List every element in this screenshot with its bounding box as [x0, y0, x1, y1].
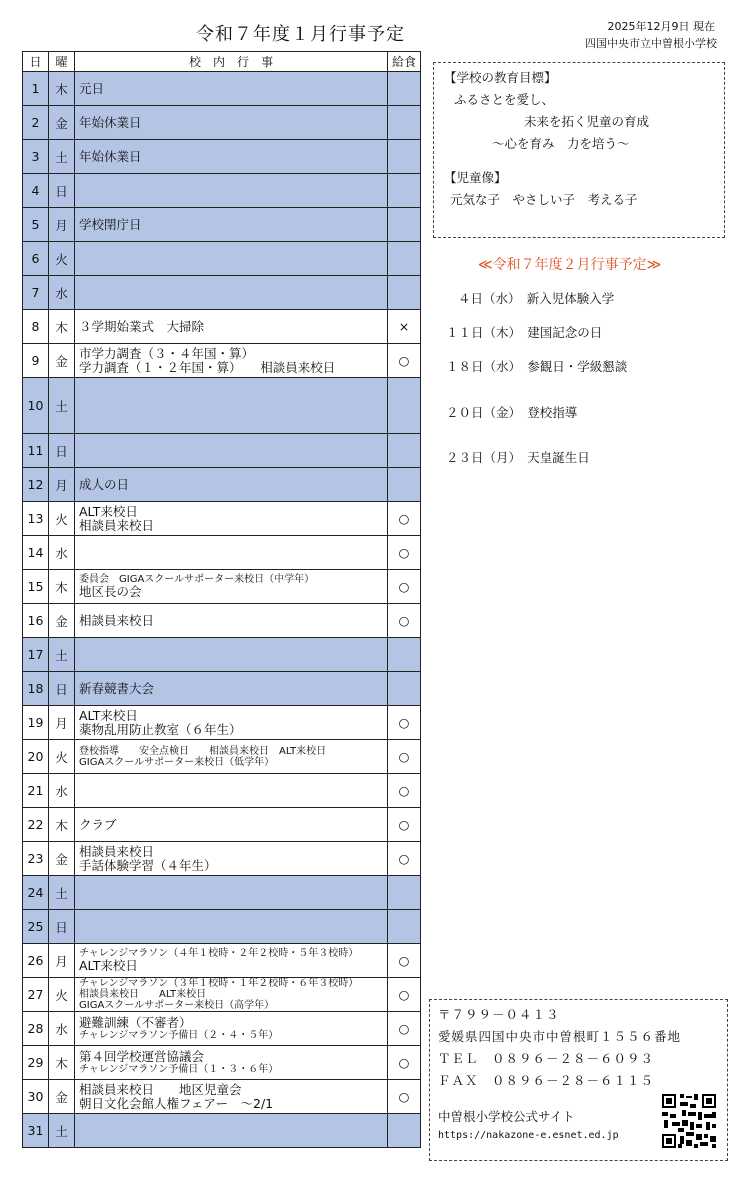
event-cell: [75, 1012, 388, 1046]
header-weekday: 曜: [49, 52, 75, 72]
table-row: [23, 638, 421, 672]
table-row: [23, 536, 421, 570]
lunch-cell: [388, 910, 421, 944]
event-cell: [75, 1080, 388, 1114]
street-address: 愛媛県四国中央市中曽根町１５５６番地: [438, 1029, 682, 1044]
event-cell: [75, 842, 388, 876]
weekday-cell: 水: [49, 276, 75, 310]
event-cell: [75, 502, 388, 536]
goals-line-2: 未来を拓く児童の育成: [524, 114, 650, 129]
february-item: １８日（水） 参観日・学級懇談: [446, 359, 628, 374]
site-url[interactable]: https://nakazone-e.esnet.ed.jp: [438, 1130, 619, 1141]
lunch-cell: ○: [388, 842, 421, 876]
event-line: チャレンジマラソン予備日（２・４・５年）: [79, 1029, 279, 1041]
table-row: [23, 276, 421, 310]
postal-code: 〒７９９－０４１３: [438, 1007, 560, 1022]
weekday-cell: 日: [49, 174, 75, 208]
schedule-header: [23, 52, 421, 72]
weekday-cell: 金: [49, 106, 75, 140]
table-row: [23, 106, 421, 140]
event-line: 相談員来校日: [79, 843, 155, 859]
lunch-cell: ○: [388, 808, 421, 842]
student-image-line: 元気な子 やさしい子 考える子: [450, 192, 638, 207]
as-of-date: 2025年12月9日 現在: [607, 20, 715, 33]
event-cell: [75, 344, 388, 378]
lunch-cell: ○: [388, 706, 421, 740]
lunch-cell: [388, 378, 421, 434]
lunch-cell: ○: [388, 570, 421, 604]
lunch-cell: [388, 106, 421, 140]
event-cell: [75, 434, 388, 468]
event-line: 相談員来校日 地区児童会: [79, 1081, 242, 1097]
weekday-cell: 月: [49, 706, 75, 740]
day-cell: 22: [23, 808, 49, 842]
lunch-cell: [388, 174, 421, 208]
day-cell: 2: [23, 106, 49, 140]
weekday-cell: 火: [49, 242, 75, 276]
event-cell: [75, 672, 388, 706]
weekday-cell: 水: [49, 774, 75, 808]
lunch-cell: [388, 72, 421, 106]
lunch-cell: [388, 434, 421, 468]
lunch-cell: [388, 672, 421, 706]
education-goals-box: [433, 62, 725, 238]
event-cell: [75, 876, 388, 910]
header-day: 日: [23, 52, 49, 72]
weekday-cell: 月: [49, 944, 75, 978]
table-row: [23, 876, 421, 910]
day-cell: 24: [23, 876, 49, 910]
event-line: ALT来校日: [79, 958, 138, 974]
event-line: チャレンジマラソン（３年１校時・１年２校時・６年３校時）: [79, 978, 359, 989]
event-cell: [75, 468, 388, 502]
event-cell: [75, 72, 388, 106]
school-name: 四国中央市立中曽根小学校: [585, 37, 717, 50]
student-image-heading: 【児童像】: [444, 170, 507, 185]
event-cell: [75, 808, 388, 842]
day-cell: 11: [23, 434, 49, 468]
lunch-cell: [388, 1114, 421, 1148]
event-line: 学力調査（１・２年国・算） 相談員来校日: [79, 359, 336, 375]
day-cell: 26: [23, 944, 49, 978]
goals-line-1: ふるさとを愛し、: [454, 92, 555, 107]
weekday-cell: 月: [49, 468, 75, 502]
event-line: 市学力調査（３・４年国・算）: [79, 345, 255, 361]
weekday-cell: 金: [49, 842, 75, 876]
weekday-cell: 日: [49, 672, 75, 706]
table-row: [23, 910, 421, 944]
qr-code-icon[interactable]: [660, 1092, 718, 1150]
event-cell: [75, 910, 388, 944]
lunch-cell: [388, 876, 421, 910]
table-row: [23, 140, 421, 174]
weekday-cell: 日: [49, 910, 75, 944]
event-cell: [75, 174, 388, 208]
goals-line-3: ～心を育み 力を培う～: [492, 136, 630, 151]
day-cell: 8: [23, 310, 49, 344]
day-cell: 4: [23, 174, 49, 208]
lunch-cell: ○: [388, 978, 421, 1012]
event-cell: [75, 706, 388, 740]
event-cell: [75, 106, 388, 140]
event-line: GIGAスクールサポーター来校日（高学年）: [79, 1000, 275, 1011]
table-row: [23, 378, 421, 434]
day-cell: 17: [23, 638, 49, 672]
table-row: [23, 978, 421, 1012]
february-item: ２３日（月） 天皇誕生日: [446, 450, 590, 465]
event-line: 相談員来校日: [79, 517, 155, 533]
lunch-cell: ○: [388, 344, 421, 378]
event-line: 手話体験学習（４年生）: [79, 857, 217, 873]
february-item: ２０日（金） 登校指導: [446, 405, 578, 420]
day-cell: 25: [23, 910, 49, 944]
lunch-cell: ○: [388, 774, 421, 808]
table-row: [23, 808, 421, 842]
event-line: ALT来校日: [79, 707, 138, 723]
weekday-cell: 木: [49, 570, 75, 604]
weekday-cell: 月: [49, 208, 75, 242]
table-row: [23, 740, 421, 774]
event-cell: [75, 310, 388, 344]
day-cell: 19: [23, 706, 49, 740]
table-row: [23, 434, 421, 468]
february-title: ≪令和７年度２月行事予定≫: [478, 257, 662, 273]
lunch-cell: ○: [388, 1080, 421, 1114]
event-cell: [75, 638, 388, 672]
day-cell: 7: [23, 276, 49, 310]
february-item: １１日（木） 建国記念の日: [446, 325, 603, 340]
weekday-cell: 水: [49, 536, 75, 570]
weekday-cell: 金: [49, 1080, 75, 1114]
weekday-cell: 木: [49, 1046, 75, 1080]
address-box: [429, 999, 728, 1161]
table-row: [23, 774, 421, 808]
table-row: [23, 72, 421, 106]
weekday-cell: 土: [49, 638, 75, 672]
lunch-cell: ○: [388, 604, 421, 638]
lunch-cell: ×: [388, 310, 421, 344]
day-cell: 30: [23, 1080, 49, 1114]
lunch-cell: ○: [388, 502, 421, 536]
day-cell: 27: [23, 978, 49, 1012]
event-cell: [75, 604, 388, 638]
event-line: 相談員来校日 ALT来校日: [79, 989, 207, 1000]
event-cell: [75, 276, 388, 310]
event-cell: [75, 944, 388, 978]
weekday-cell: 火: [49, 978, 75, 1012]
table-row: [23, 604, 421, 638]
day-cell: 21: [23, 774, 49, 808]
fax: ＦＡＸ ０８９６－２８－６１１５: [438, 1073, 655, 1088]
event-line: 成人の日: [79, 476, 130, 492]
event-line: チャレンジマラソン予備日（１・３・６年）: [79, 1063, 279, 1075]
event-line: 登校指導 安全点検日 相談員来校日 ALT来校日: [79, 745, 327, 757]
day-cell: 31: [23, 1114, 49, 1148]
event-line: 年始休業日: [79, 114, 142, 130]
weekday-cell: 水: [49, 1012, 75, 1046]
weekday-cell: 土: [49, 140, 75, 174]
event-line: クラブ: [79, 816, 117, 832]
weekday-cell: 木: [49, 310, 75, 344]
table-row: [23, 1012, 421, 1046]
table-row: [23, 1046, 421, 1080]
day-cell: 14: [23, 536, 49, 570]
event-line: 避難訓練（不審者）: [79, 1015, 192, 1031]
header-events: 校 内 行 事: [75, 52, 388, 72]
february-item: ４日（水） 新入児体験入学: [458, 291, 615, 306]
page-title: 令和７年度１月行事予定: [196, 24, 405, 45]
lunch-cell: ○: [388, 536, 421, 570]
table-row: [23, 468, 421, 502]
weekday-cell: 木: [49, 808, 75, 842]
table-row: [23, 842, 421, 876]
lunch-cell: [388, 638, 421, 672]
table-row: [23, 1114, 421, 1148]
day-cell: 16: [23, 604, 49, 638]
table-row: [23, 706, 421, 740]
event-cell: [75, 570, 388, 604]
lunch-cell: ○: [388, 1012, 421, 1046]
day-cell: 13: [23, 502, 49, 536]
event-cell: [75, 536, 388, 570]
lunch-cell: ○: [388, 1046, 421, 1080]
day-cell: 23: [23, 842, 49, 876]
lunch-cell: [388, 242, 421, 276]
lunch-cell: [388, 140, 421, 174]
event-line: 相談員来校日: [79, 612, 155, 628]
lunch-cell: [388, 208, 421, 242]
event-line: 地区長の会: [79, 584, 142, 600]
day-cell: 10: [23, 378, 49, 434]
lunch-cell: [388, 468, 421, 502]
telephone: ＴＥＬ ０８９６－２８－６０９３: [438, 1051, 655, 1066]
event-cell: [75, 740, 388, 774]
table-row: [23, 944, 421, 978]
day-cell: 28: [23, 1012, 49, 1046]
goals-heading: 【学校の教育目標】: [444, 70, 557, 85]
event-line: GIGAスクールサポーター来校日（低学年）: [79, 756, 275, 768]
event-cell: [75, 378, 388, 434]
event-line: 年始休業日: [79, 148, 142, 164]
event-line: 第４回学校運営協議会: [79, 1049, 205, 1065]
table-row: [23, 1080, 421, 1114]
lunch-cell: [388, 276, 421, 310]
lunch-cell: ○: [388, 740, 421, 774]
event-line: チャレンジマラソン（４年１校時・２年２校時・５年３校時）: [79, 948, 359, 960]
event-cell: [75, 208, 388, 242]
event-line: 新春競書大会: [79, 680, 155, 696]
table-row: [23, 502, 421, 536]
table-row: [23, 208, 421, 242]
event-line: 委員会 GIGAスクールサポーター来校日（中学年）: [79, 574, 315, 586]
header-lunch: 給食: [388, 52, 421, 72]
day-cell: 29: [23, 1046, 49, 1080]
weekday-cell: 土: [49, 876, 75, 910]
table-row: [23, 174, 421, 208]
event-line: 元日: [79, 80, 105, 96]
weekday-cell: 金: [49, 604, 75, 638]
day-cell: 1: [23, 72, 49, 106]
schedule-table: [22, 51, 421, 1148]
day-cell: 12: [23, 468, 49, 502]
weekday-cell: 木: [49, 72, 75, 106]
weekday-cell: 日: [49, 434, 75, 468]
day-cell: 3: [23, 140, 49, 174]
event-line: ALT来校日: [79, 503, 138, 519]
day-cell: 18: [23, 672, 49, 706]
day-cell: 15: [23, 570, 49, 604]
event-line: 学校閉庁日: [79, 216, 142, 232]
site-label: 中曽根小学校公式サイト: [438, 1109, 575, 1124]
event-cell: [75, 774, 388, 808]
event-cell: [75, 1114, 388, 1148]
day-cell: 20: [23, 740, 49, 774]
weekday-cell: 土: [49, 1114, 75, 1148]
event-cell: [75, 1046, 388, 1080]
event-line: ３学期始業式 大掃除: [79, 318, 205, 334]
event-cell: [75, 140, 388, 174]
event-line: 朝日文化会館人権フェアー ～2/1: [79, 1095, 274, 1111]
day-cell: 9: [23, 344, 49, 378]
lunch-cell: ○: [388, 944, 421, 978]
day-cell: 5: [23, 208, 49, 242]
table-row: [23, 344, 421, 378]
day-cell: 6: [23, 242, 49, 276]
table-row: [23, 672, 421, 706]
event-cell: [75, 242, 388, 276]
event-cell: [75, 978, 388, 1012]
weekday-cell: 金: [49, 344, 75, 378]
table-row: [23, 570, 421, 604]
weekday-cell: 火: [49, 502, 75, 536]
weekday-cell: 火: [49, 740, 75, 774]
weekday-cell: 土: [49, 378, 75, 434]
table-row: [23, 310, 421, 344]
table-row: [23, 242, 421, 276]
event-line: 薬物乱用防止教室（６年生）: [79, 721, 242, 737]
